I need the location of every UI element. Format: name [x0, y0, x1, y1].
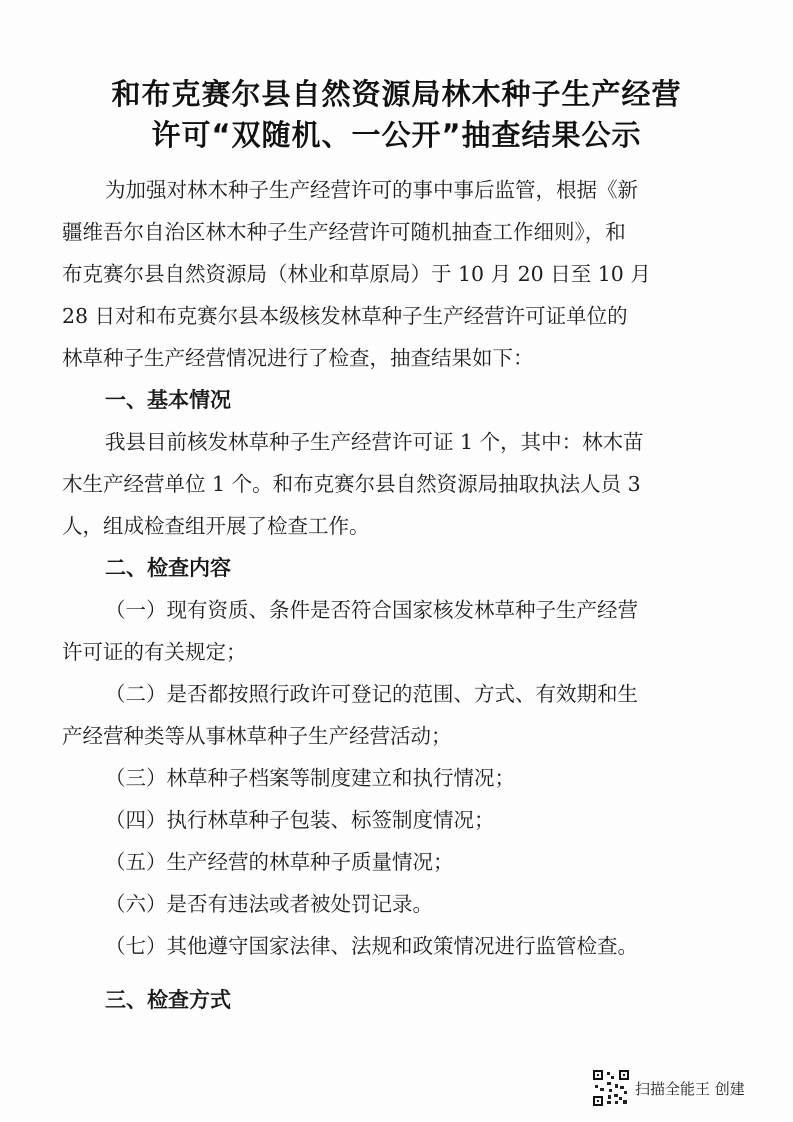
- section-1-heading: 一、基本情况: [105, 388, 231, 412]
- section-2-line: （三）林草种子档案等制度建立和执行情况；: [105, 766, 515, 790]
- intro-line: 布克赛尔县自然资源局（林业和草原局）于 10 月 20 日至 10 月: [62, 262, 651, 286]
- intro-line: 为加强对林木种子生产经营许可的事中事后监管，根据《新: [105, 178, 638, 202]
- intro-line: 疆维吾尔自治区林木种子生产经营许可随机抽查工作细则》，和: [62, 220, 626, 244]
- document-title-line-2: 许可“双随机、一公开”抽查结果公示: [151, 118, 642, 152]
- qr-code-icon: [593, 1070, 629, 1106]
- section-2-line: （二）是否都按照行政许可登记的范围、方式、有效期和生: [105, 682, 638, 706]
- section-2-line: （七）其他遵守国家法律、法规和政策情况进行监管检查。: [105, 934, 638, 958]
- scanner-watermark: [593, 1068, 773, 1108]
- document-title-line-1: 和布克赛尔县自然资源局林木种子生产经营: [111, 77, 682, 111]
- intro-line: 林草种子生产经营情况进行了检查，抽查结果如下：: [62, 346, 534, 370]
- section-2-line: 许可证的有关规定；: [62, 640, 247, 664]
- section-2-line: （一）现有资质、条件是否符合国家核发林草种子生产经营: [105, 598, 638, 622]
- section-2-heading: 二、检查内容: [105, 556, 231, 580]
- section-2-line: 产经营种类等从事林草种子生产经营活动；: [62, 724, 452, 748]
- section-1-line: 我县目前核发林草种子生产经营许可证 1 个，其中：林木苗: [105, 430, 644, 454]
- section-1-line: 木生产经营单位 1 个。和布克赛尔县自然资源局抽取执法人员 3: [62, 472, 641, 496]
- section-2-line: （五）生产经营的林草种子质量情况；: [105, 850, 454, 874]
- intro-line: 28 日对和布克赛尔县本级核发林草种子生产经营许可证单位的: [62, 304, 628, 328]
- scanner-watermark-text: 扫描全能王 创建: [635, 1079, 745, 1098]
- section-3-heading: 三、检查方式: [105, 988, 231, 1012]
- section-2-line: （六）是否有违法或者被处罚记录。: [105, 892, 433, 916]
- section-2-line: （四）执行林草种子包装、标签制度情况；: [105, 808, 495, 832]
- section-1-line: 人，组成检查组开展了检查工作。: [62, 514, 370, 538]
